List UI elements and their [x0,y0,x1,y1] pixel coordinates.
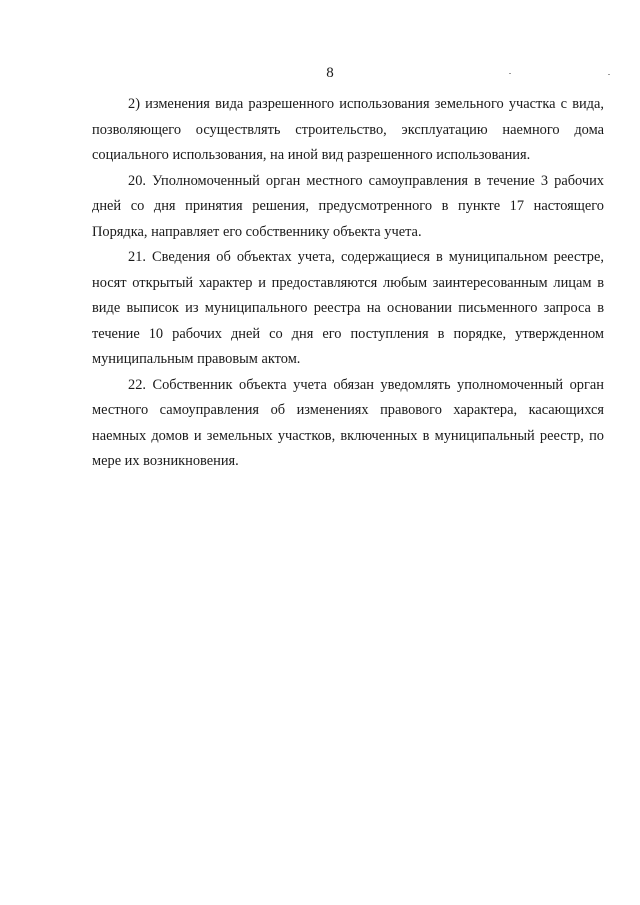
paragraph-22: 22. Собственник объекта учета обязан уведомлять уполномоченный орган местного самоуправления об изменениях правового характера, касающихся наемных домов и земельных участков, включенных в муниципальный реестр, по мере их возникновения. [92,376,604,469]
paragraph-item-2: 2) изменения вида разрешенного использования земельного участка с вида, позволяющего осуществлять строительство, эксплуатацию наемного дома социального использования, на иной вид разрешенного использования. [92,96,604,163]
paragraph-21: 21. Сведения об объектах учета, содержащиеся в муниципальном реестре, носят открытый характер и предоставляются любым заинтересованным лицам в виде выписок из муниципального реестра на основании письменного запроса в течение 10 рабочих дней со дня его поступления в порядке, утвержденном муниципальным правовым актом. [92,249,604,367]
scan-speck [608,74,610,75]
page-number: 8 [326,65,334,81]
document-body [92,92,604,475]
paragraph-20: 20. Уполномоченный орган местного самоуправления в течение 3 рабочих дней со дня принятия решения, предусмотренного в пункте 17 настоящего Порядка, направляет его собственнику объекта учета. [92,172,604,240]
scan-speck [509,73,511,74]
